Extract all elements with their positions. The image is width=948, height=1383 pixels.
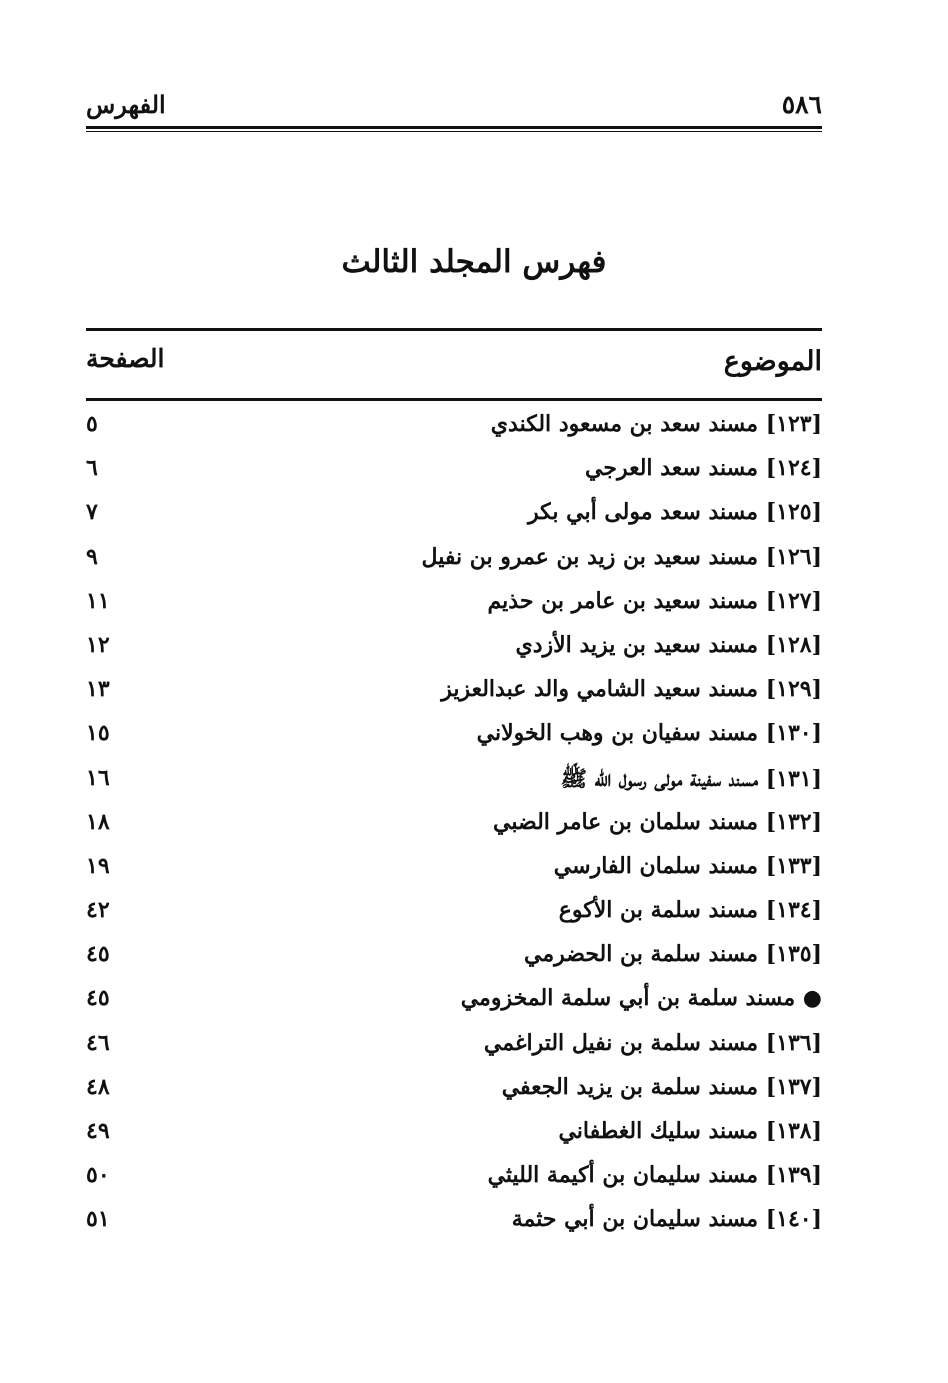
toc-entry <box>86 935 822 979</box>
toc-entry-page: ٥ <box>86 411 98 437</box>
toc-entry-page: ١٢ <box>86 631 110 658</box>
toc-entry-page: ٩ <box>86 543 98 570</box>
toc-entry-title: [١٣٦] مسند سلمة بن نفيل التراغمي <box>483 1029 822 1056</box>
toc-entry-title: [١٤٠] مسند سليمان بن أبي حثمة <box>511 1206 822 1233</box>
toc-entry-page: ٤٥ <box>86 941 110 968</box>
toc-entry-title: [١٢٤] مسند سعد العرجي <box>585 455 822 482</box>
page-title: فهرس المجلد الثالث <box>341 244 607 280</box>
column-header-page: الصفحة <box>86 344 165 373</box>
toc-entry-page: ٤٥ <box>86 985 110 1012</box>
toc-entry-title: [١٢٨] مسند سعيد بن يزيد الأزدي <box>515 631 822 658</box>
toc-entry <box>86 538 822 582</box>
toc-entry-title: [١٢٥] مسند سعد مولى أبي بكر <box>528 499 822 526</box>
toc-entry <box>86 1156 822 1200</box>
toc-entry-title: ● مسند سلمة بن أبي سلمة المخزومي <box>460 985 822 1012</box>
toc-entry-title: [١٣٧] مسند سلمة بن يزيد الجعفي <box>501 1073 822 1100</box>
toc-entry <box>86 405 822 449</box>
toc-entry <box>86 803 822 847</box>
toc-entry-title: [١٣٩] مسند سليمان بن أكيمة الليثي <box>487 1162 822 1189</box>
toc-entry-page: ٥٠ <box>86 1162 110 1189</box>
toc-entry-title: [١٣٠] مسند سفيان بن وهب الخولاني <box>476 720 822 747</box>
toc-entry-page: ٤٢ <box>86 897 110 924</box>
toc-entry-title: [١٣٨] مسند سليك الغطفاني <box>558 1118 822 1144</box>
page-number: ٥٨٦ <box>781 90 822 119</box>
toc-entry <box>86 670 822 714</box>
toc-entry <box>86 1024 822 1068</box>
toc-entry-page: ١٥ <box>86 720 110 747</box>
toc-entry-page: ٥١ <box>86 1206 110 1233</box>
running-header <box>86 90 822 122</box>
toc-entry <box>86 1112 822 1156</box>
header-rule-thin <box>86 131 822 132</box>
toc-entry-page: ١٣ <box>86 676 110 703</box>
toc-entry-page: ١٩ <box>86 852 110 879</box>
toc-entry-page: ٤٦ <box>86 1029 110 1056</box>
toc-entry <box>86 626 822 670</box>
toc-entry-title: [١٢٣] مسند سعد بن مسعود الكندي <box>490 411 822 437</box>
toc-entries <box>86 405 822 1245</box>
toc-entry-page: ١١ <box>86 587 110 614</box>
toc-entry <box>86 759 822 803</box>
toc-entry <box>86 1200 822 1244</box>
toc-entry-page: ١٨ <box>86 808 110 835</box>
toc-entry <box>86 1068 822 1112</box>
column-header-topic: الموضوع <box>723 346 822 377</box>
toc-entry <box>86 449 822 493</box>
table-top-rule <box>86 328 822 331</box>
toc-entry-title: [١٢٩] مسند سعيد الشامي والد عبدالعزيز <box>441 676 822 703</box>
toc-entry-title: [١٣١] مسند سفينة مولى رسول الله ﷺ <box>560 765 822 792</box>
toc-entry <box>86 979 822 1023</box>
toc-entry-title: [١٢٦] مسند سعيد بن زيد بن عمرو بن نفيل <box>421 543 822 570</box>
running-title: الفهرس <box>86 90 166 119</box>
toc-entry-title: [١٣٣] مسند سلمان الفارسي <box>553 852 822 879</box>
toc-entry <box>86 891 822 935</box>
toc-entry <box>86 714 822 758</box>
toc-entry-title: [١٣٤] مسند سلمة بن الأكوع <box>558 897 822 924</box>
toc-entry-page: ٤٨ <box>86 1073 110 1100</box>
toc-entry-page: ٦ <box>86 455 98 482</box>
toc-entry-page: ٤٩ <box>86 1118 110 1144</box>
toc-entry <box>86 493 822 537</box>
toc-entry-title: [١٣٢] مسند سلمان بن عامر الضبي <box>493 808 822 835</box>
toc-entry <box>86 847 822 891</box>
toc-entry <box>86 582 822 626</box>
toc-entry-page: ٧ <box>86 499 98 526</box>
toc-entry-title: [١٣٥] مسند سلمة بن الحضرمي <box>524 941 822 968</box>
toc-entry-page: ١٦ <box>86 764 110 791</box>
header-rule <box>86 126 822 129</box>
toc-entry-title: [١٢٧] مسند سعيد بن عامر بن حذيم <box>487 587 822 614</box>
table-header-rule <box>86 398 822 401</box>
